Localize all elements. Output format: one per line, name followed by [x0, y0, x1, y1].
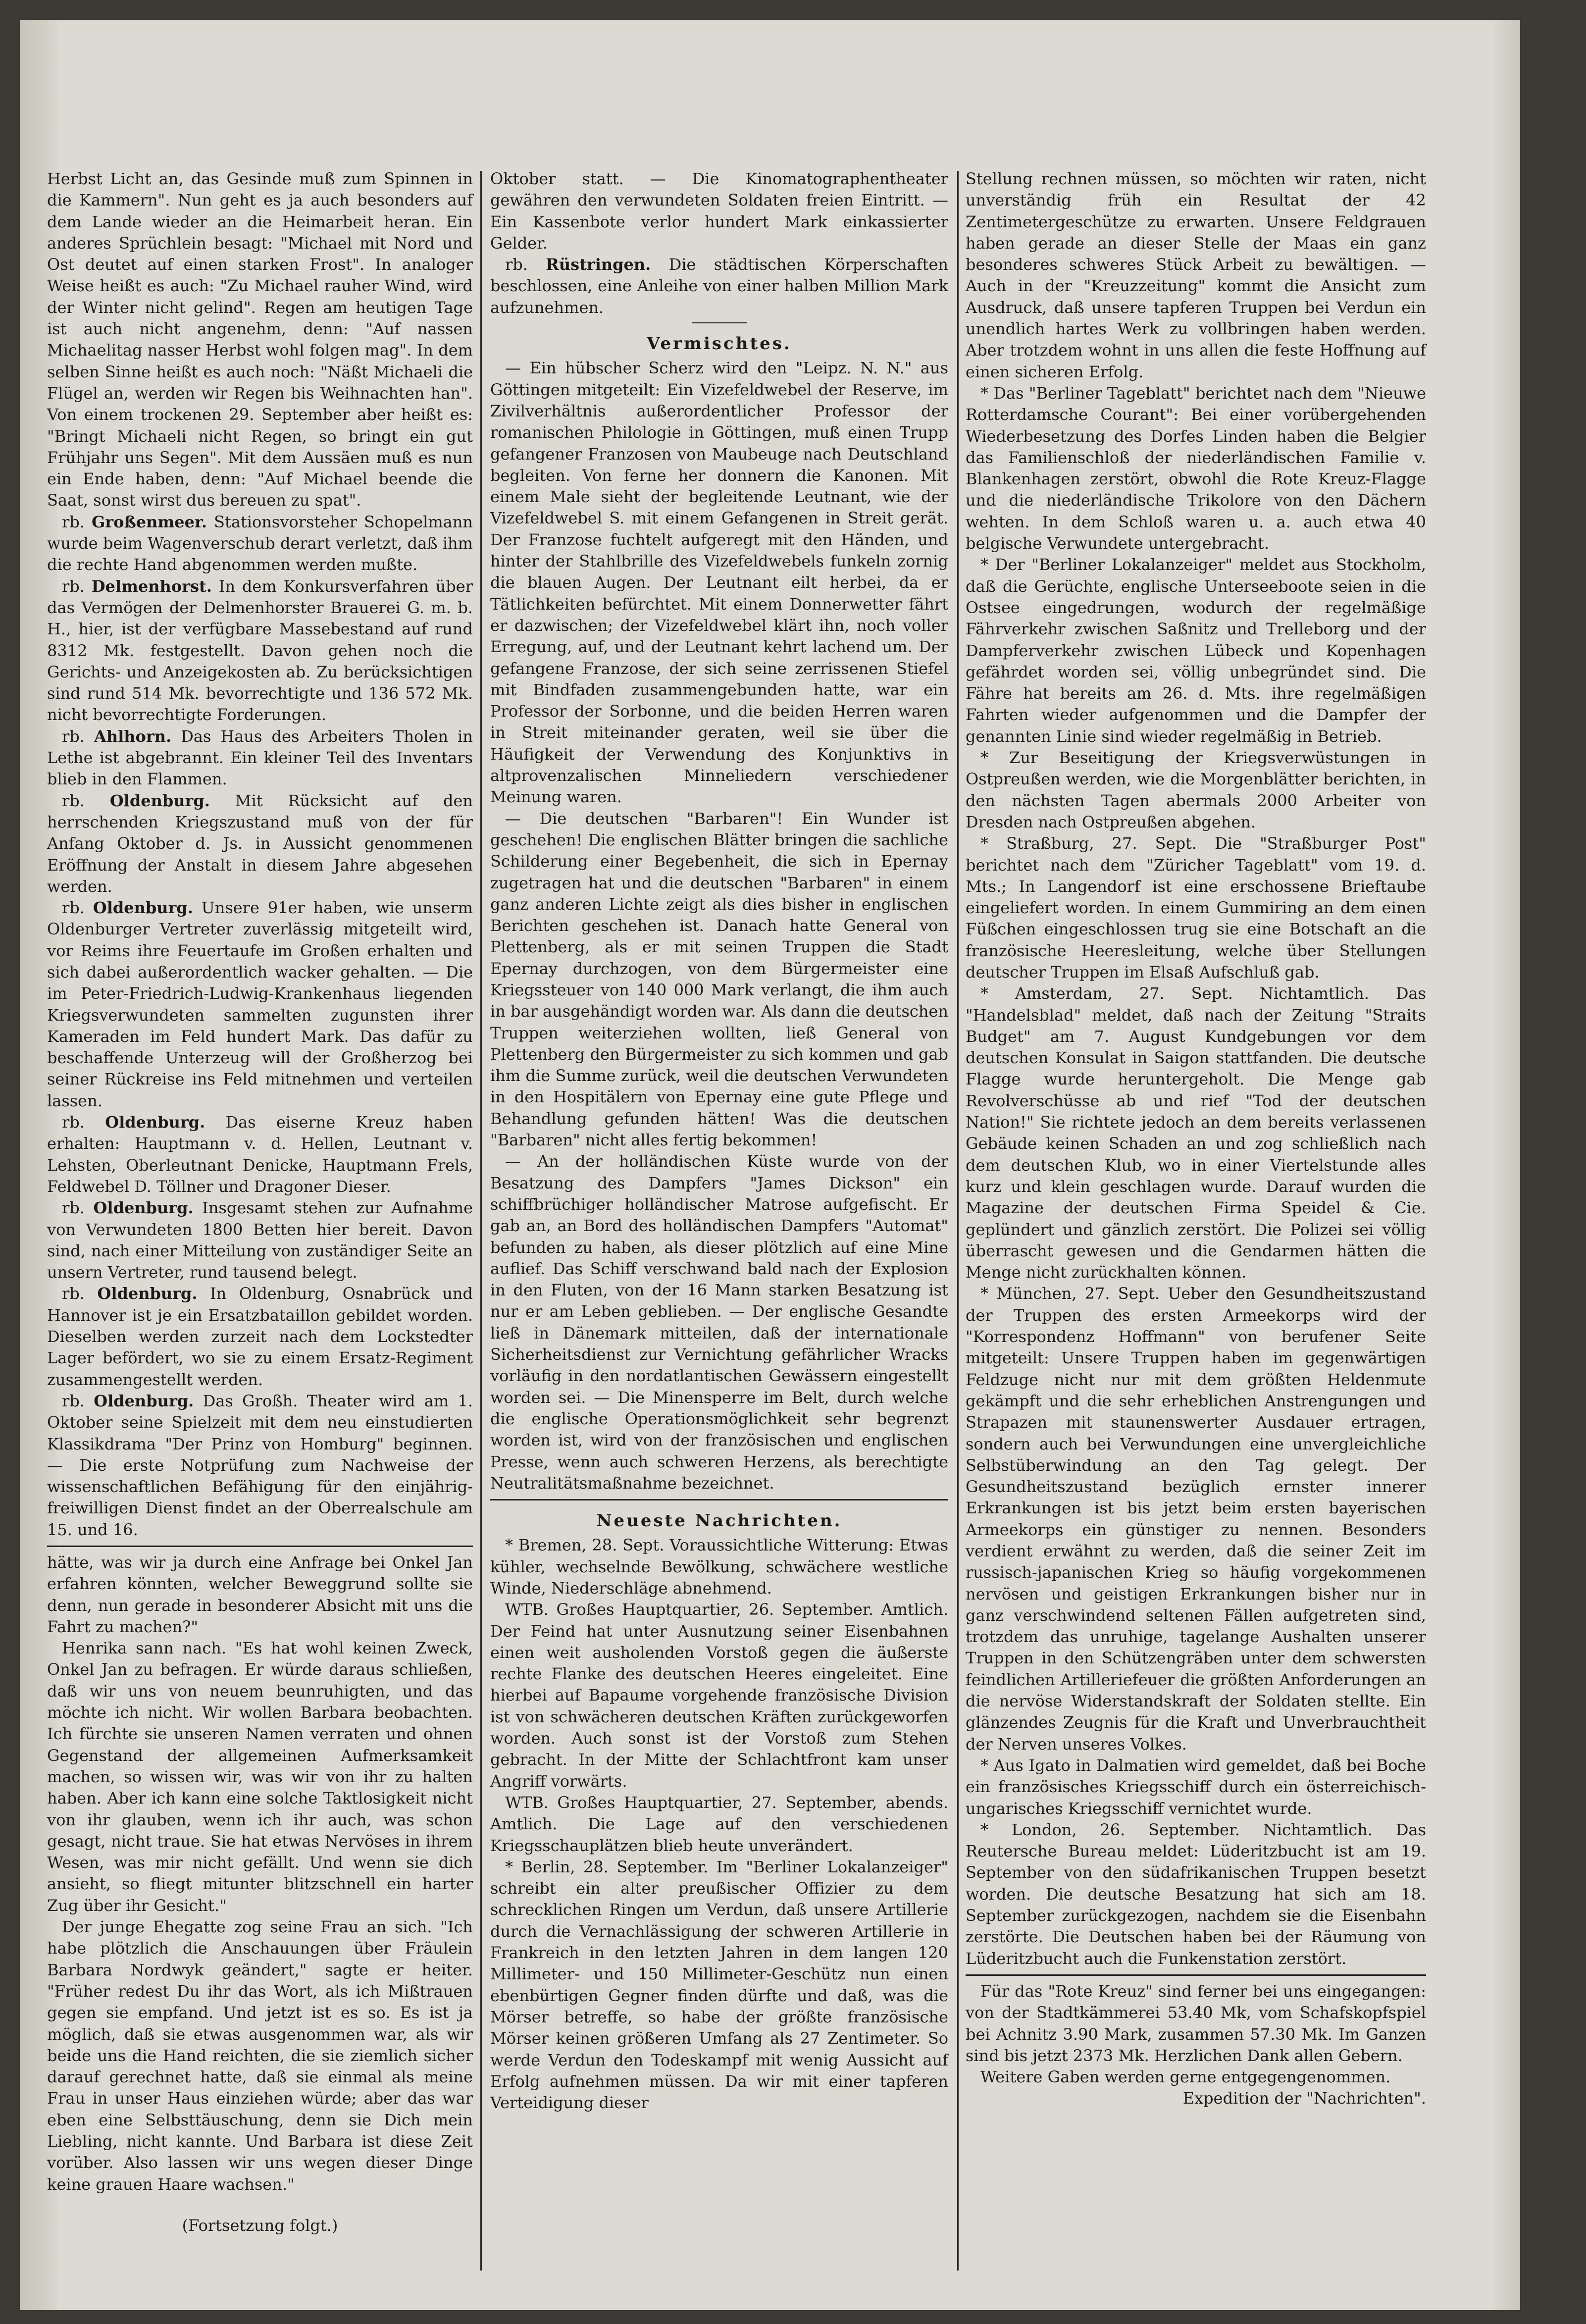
- serial-paragraph: Der junge Ehegatte zog seine Frau an sich. "Ich habe plötzlich die Anschauungen über Fräulein Barbara Nordwyk geändert," sagte er heiter. "Früher redest Du ihr das Wort, als ich Mißtrauen gegen sie empfand. Und jetzt ist es so. Es ist ja möglich, daß sie etwas ausgenommen war, als wir beide uns die Hand reichten, die sie ziemlich sicher darauf gerechnet hatte, daß sie einmal als meine Frau in unser Haus einziehen würde; aber das war eben eine Selbsttäuschung, denn sie Dich mein Liebling, nicht kannte. Und Barbara ist diese Zeit vorüber. Also lassen wir uns wegen dieser Dinge keine grauen Haare wachsen.": [47, 1917, 473, 2194]
- news-item: WTB. Großes Hauptquartier, 27. September, abends. Amtlich. Die Lage auf den verschiedenen Kriegsschauplätzen blieb heute unverändert.: [490, 1793, 948, 1855]
- news-item: * Der "Berliner Lokalanzeiger" meldet aus Stockholm, daß die Gerüchte, englische Unterseeboote seien in die Ostsee eingedrungen, wodurch der regelmäßige Fährverkehr zwischen Saßnitz und Trelleborg und der Dampferverkehr zwischen Lübeck und Kopenhagen gefährdet worden sei, völlig unbegründet sind. Die Fähre hat bereits am 26. d. Mts. ihre regelmäßigen Fahrten wieder aufgenommen und die Dampfer der genannten Linie sind wieder regelmäßig in Betrieb.: [966, 555, 1426, 746]
- news-item: rb. Rüstringen. Die städtischen Körperschaften beschlossen, eine Anleihe von einer halben Million Mark aufzunehmen.: [490, 255, 949, 317]
- place-name: Großenmeer.: [91, 512, 207, 531]
- misc-item: — Die deutschen "Barbaren"! Ein Wunder ist geschehen! Die englischen Blätter bringen die sachliche Schilderung einer Begebenheit, die sich in Epernay zugetragen hat und die deutschen "Barbaren" in einem ganz anderen Lichte zeigt als dies bisher in englischen Berichten geschehen ist. Danach hatte General von Plettenberg, als er mit seinen Truppen die Stadt Epernay durchzogen, von dem Bürgermeister eine Kriegssteuer von 140 000 Mark verlangt, die ihm auch in bar ausgehändigt worden war. Als dann die deutschen Truppen weiterziehen wollten, ließ General von Plettenberg den Bürgermeister zu sich kommen und gab ihm die Summe zurück, weil die deutschen Verwundeten in den Hospitälern von Epernay eine gute Pflege und Behandlung gefunden hätten! Was die deutschen "Barbaren" nicht alles fertig bekommen!: [490, 809, 948, 1150]
- newspaper-page: [20, 20, 1520, 2310]
- place-name: Oldenburg.: [105, 1113, 205, 1132]
- place-name: Oldenburg.: [109, 791, 210, 810]
- news-item: * Berlin, 28. September. Im "Berliner Lokalanzeiger" schreibt ein alter preußischer Offizier zu dem schrecklichen Ringen um Verdun, daß unsere Artillerie durch die Vernachlässigung der schweren Artillerie in Frankreich in den letzten Jahren in dem langen 120 Millimeter- und 150 Millimeter-Geschütz nun einen ebenbürtigen Gegner finden dürfte und daß, was die Mörser betreffe, so habe der größte französische Mörser keinen größeren Umfang als 27 Zentimeter. So werde Verdun den Todeskampf mit wenig Aussicht auf Erfolg aufnehmen müssen. Da wir mit einer tapferen Verteidigung dieser: [490, 1857, 948, 2113]
- misc-item: — Ein hübscher Scherz wird den "Leipz. N. N." aus Göttingen mitgeteilt: Ein Vizefeldwebel der Reserve, im Zivilverhältnis außerordentlicher Professor der romanischen Philologie in Göttingen, muß einen Trupp gefangener Franzosen von Maubeuge nach Deutschland begleiten. Von ferne her donnern die Kanonen. Mit einem Male sieht der begleitende Leutnant, wie der Vizefeldwebel S. mit einem Gefangenen in Streit gerät. Der Franzose fuchtelt aufgeregt mit den Händen, und hinter der Stahlbrille des Vizefeldwebels funkeln zornig die blauen Augen. Der Leutnant eilt herbei, da er Tätlichkeiten befürchtet. Mit einem Donnerwetter fährt er dazwischen; der Vizefeldwebel klärt ihn, noch voller Erregung, auf, und der Leutnant kehrt lachend um. Der gefangene Franzose, der sich seine zerrissenen Stiefel mit Bindfaden zusammengebunden hatte, war ein Professor der Sorbonne, und die beiden Herren waren in Streit miteinander geraten, weil sie über die Häufigkeit der Verwendung des Konjunktivs in altprovenzalischen Minneliedern verschiedener Meinung waren.: [490, 359, 948, 807]
- news-item: rb. Ahlhorn. Das Haus des Arbeiters Tholen in Lethe ist abgebrannt. Ein kleiner Teil des Inventars blieb in den Flammen.: [47, 726, 473, 789]
- news-item: rb. Delmenhorst. In dem Konkursverfahren über das Vermögen der Delmenhorster Brauerei G. m. b. H., hier, ist der verfügbare Massebestand auf rund 8312 Mk. festgestellt. Davon gehen noch die Gerichts- und Anzeigekosten ab. Zu berücksichtigen sind rund 514 Mk. bevorrechtigte und 136 572 Mk. nicht bevorrechtigte Forderungen.: [47, 576, 473, 724]
- place-name: Oldenburg.: [94, 1391, 194, 1410]
- column-2: [490, 168, 948, 2114]
- news-item: rb. Oldenburg. Insgesamt stehen zur Aufnahme von Verwundeten 1800 Betten hier bereit. Davon sind, nach einer Mitteilung von zuständiger Seite an unsern Vertreter, rund tausend belegt.: [47, 1198, 473, 1282]
- news-text: In dem Konkursverfahren über das Vermögen der Delmenhorster Brauerei G. m. b. H., hier, ist der verfügbare Massebestand auf rund 8312 Mk. festgestellt. Davon gehen noch die Gerichts- und Anzeigekosten ab. Zu berücksichtigen sind rund 514 Mk. bevorrechtigte und 136 572 Mk. nicht bevorrechtigte Forderungen.: [47, 576, 473, 724]
- place-name: Oldenburg.: [93, 898, 193, 918]
- news-item: rb. Oldenburg. Das eiserne Kreuz haben erhalten: Hauptmann v. d. Hellen, Leutnant v. Lehsten, Oberleutnant Denicke, Hauptmann Frels, Feldwebel D. Töllner und Dragoner Dieser.: [47, 1113, 473, 1196]
- news-item: rb. Oldenburg. Unsere 91er haben, wie unserm Oldenburger Vertreter zuverlässig mitgeteilt wird, vor Reims ihre Feuertaufe im Großen erhalten und sich dabei außerordentlich wacker gehalten. — Die im Peter-Friedrich-Ludwig-Krankenhaus liegenden Kriegsverwundeten sammelten zugunsten ihrer Kameraden im Feld hundert Mark. Das dafür zu beschaffende Unterzeug will der Großherzog bei seiner Rückreise ins Feld mitnehmen und verteilen lassen.: [47, 898, 473, 1110]
- column-divider: [957, 171, 959, 2271]
- news-item: * Aus Igato in Dalmatien wird gemeldet, daß bei Boche ein französisches Kriegsschiff durch ein österreichisch-ungarisches Kriegsschiff vernichtet wurde.: [966, 1756, 1426, 1818]
- news-text: Das Großh. Theater wird am 1. Oktober seine Spielzeit mit dem neu einstudierten Klassikdrama "Der Prinz von Homburg" beginnen. — Die erste Notprüfung zum Nachweise der wissenschaftlichen Befähigung für den einjährig-freiwilligen Dienst findet an der Oberrealschule am 15. und 16.: [47, 1391, 473, 1539]
- article-paragraph: Herbst Licht an, das Gesinde muß zum Spinnen in die Kammern". Nun geht es ja auch besonders auf dem Lande wieder an die Heimarbeit heran. Ein anderes Sprüchlein besagt: "Michael mit Nord und Ost deutet auf einen starken Frost". In analoger Weise heißt es auch: "Zu Michael rauher Wind, wird der Winter nicht gelind". Regen am heutigen Tage ist auch nicht angenehm, denn: "Auf nassen Michaelitag nasser Herbst wohl folgen mag". In dem selben Sinne heißt es auch noch: "Näßt Michaeli die Flügel an, werden wir Regen bis Weihnachten han". Von einem trockenen 29. September aber heißt es: "Bringt Michaeli nicht Regen, so bringt ein gut Frühjahr uns Segen". Mit dem Aussäen muß es nun ein Ende haben, denn: "Auf Michael beende die Saat, sonst wirst dus bereuen zu spat".: [47, 169, 473, 510]
- news-item: rb. Oldenburg. In Oldenburg, Osnabrück und Hannover ist je ein Ersatzbataillon gebildet worden. Dieselben werden zurzeit nach dem Lockstedter Lager befördert, wo sie zu einem Ersatz-Regiment zusammengestellt werden.: [47, 1284, 473, 1389]
- section-heading: Vermischtes.: [647, 334, 792, 354]
- news-item: * München, 27. Sept. Ueber den Gesundheitszustand der Truppen des ersten Armeekorps wird der "Korrespondenz Hoffmann" von berufener Seite mitgeteilt: Unsere Truppen haben im gegenwärtigen Feldzuge nicht nur mit dem größten Heldenmute gekämpft und die sehr erheblichen Anstrengungen und Strapazen mit staunenswerter Ausdauer ertragen, sondern auch bei Verwundungen eine unvergleichliche Selbstüberwindung an den Tag gelegt. Der Gesundheitszustand bezüglich ernster innerer Erkrankungen ist bis jetzt beim ersten bayerischen Armeekorps ein günstiger zu nennen. Besonders verdient erwähnt zu werden, daß die seiner Zeit im russisch-japanischen Krieg so häufig vorgekommenen nervösen und geistigen Erkrankungen bisher nur in ganz verschwindend seltenen Fällen aufgetreten sind, trotzdem das unruhige, tagelange Aushalten unserer Truppen in den Schützengräben unter dem schwersten feindlichen Artilleriefeuer die größten Anforderungen an die nervöse Widerstandskraft der Soldaten stellte. Ein glänzendes Zeugnis für die Kraft und Unverbrauchtheit der Nerven unseres Volkes.: [966, 1284, 1426, 1754]
- news-text: Insgesamt stehen zur Aufnahme von Verwundeten 1800 Betten hier bereit. Davon sind, nach einer Mitteilung von zuständiger Seite an unsern Vertreter, rund tausend belegt.: [47, 1198, 473, 1282]
- section-divider: [966, 1974, 1426, 1976]
- place-name: Oldenburg.: [93, 1198, 194, 1218]
- news-item: rb. Großenmeer. Stationsvorsteher Schopelmann wurde beim Wagenverschub derart verletzt, daß ihm die rechte Hand abgenommen werden mußte.: [47, 512, 473, 574]
- news-text: Oktober statt. — Die Kinomatographentheater gewähren den verwundeten Soldaten freien Eintritt. — Ein Kassenbote verlor hundert Mark einkassierter Gelder.: [490, 169, 948, 253]
- news-text: Die städtischen Körperschaften beschlossen, eine Anleihe von einer halben Million Mark aufzunehmen.: [490, 255, 949, 317]
- place-name: Oldenburg.: [97, 1284, 198, 1303]
- news-text: Stellung rechnen müssen, so möchten wir raten, nicht unverständig früh ein Resultat der 42 Zentimetergeschütze zu erwarten. Unsere Feldgrauen haben gerade an dieser Stelle der Maas ein ganz besonderes schweres Stück Arbeit zu bewältigen. — Auch in der "Kreuzzeitung" kommt die Ansicht zum Ausdruck, daß unsere tapferen Truppen bei Verdun ein unendlich hartes Werk zu vollbringen haben werden. Aber trotzdem wohnt in uns allen die feste Hoffnung auf einen sicheren Erfolg.: [966, 169, 1426, 381]
- page-edge: [1490, 20, 1520, 2310]
- news-item: * Das "Berliner Tageblatt" berichtet nach dem "Nieuwe Rotterdamsche Courant": Bei einer vorübergehenden Wiederbesetzung des Dorfes Linden haben die Belgier das Familienschloß der niederländischen Familie v. Blankenhagen zerstört, obwohl die Rote Kreuz-Flagge und die niederländische Trikolore von den Dächern wehten. In dem Schloß waren u. a. auch etwa 40 belgische Verwundete untergebracht.: [966, 383, 1426, 553]
- news-text: Das eiserne Kreuz haben erhalten: Hauptmann v. d. Hellen, Leutnant v. Lehsten, Oberleutnant Denicke, Hauptmann Frels, Feldwebel D. Töllner und Dragoner Dieser.: [47, 1113, 473, 1196]
- news-item: * London, 26. September. Nichtamtlich. Das Reutersche Bureau meldet: Lüderitzbucht ist am 19. September von den südafrikanischen Truppen besetzt worden. Die deutsche Besatzung hat sich am 18. September zurückgezogen, nachdem sie die Eisenbahn zerstörte. Die Deutschen haben bei der Räumung von Lüderitzbucht auch die Funkenstation zerstört.: [966, 1820, 1426, 1968]
- section-divider: [47, 1546, 473, 1547]
- serial-paragraph: Henrika sann nach. "Es hat wohl keinen Zweck, Onkel Jan zu befragen. Er würde daraus schließen, daß wir uns von neuem beunruhigten, und das möchte ich nicht. Wir wollen Barbara beobachten. Ich fürchte sie unseren Namen verraten und ohnen Gegenstand der allgemeinen Aufmerksamkeit machen, so wissen wir, was wir von ihr zu halten haben. Aber ich kann eine solche Taktlosigkeit nicht von ihr glauben, wenn ich ihr auch, was schon gesagt, nicht traue. Sie hat etwas Nervöses in ihrem Wesen, was mir nicht gefällt. Und wenn sie dich ansieht, so fliegt mitunter blitzschnell ein harter Zug über ihr Gesicht.": [47, 1639, 473, 1915]
- news-text: Stationsvorsteher Schopelmann wurde beim Wagenverschub derart verletzt, daß ihm die rechte Hand abgenommen werden mußte.: [47, 512, 473, 574]
- news-item: rb. Oldenburg. Das Großh. Theater wird am 1. Oktober seine Spielzeit mit dem neu einstudierten Klassikdrama "Der Prinz von Homburg" beginnen. — Die erste Notprüfung zum Nachweise der wissenschaftlichen Befähigung für den einjährig-freiwilligen Dienst findet an der Oberrealschule am 15. und 16.: [47, 1391, 473, 1539]
- donation-notice: Für das "Rote Kreuz" sind ferner bei uns eingegangen: von der Stadtkämmerei 53.40 Mk, vom Schafskopfspiel bei Achnitz 3.90 Mark, zusammen 57.30 Mk. Im Ganzen sind bis jetzt 2373 Mk. Herzlichen Dank allen Gebern.: [966, 1981, 1426, 2065]
- news-text: Das Haus des Arbeiters Tholen in Lethe ist abgebrannt. Ein kleiner Teil des Inventars blieb in den Flammen.: [47, 726, 473, 789]
- column-1: [47, 168, 473, 2236]
- section-heading: Neueste Nachrichten.: [596, 1511, 842, 1531]
- column-3: [966, 168, 1426, 2110]
- news-text: Unsere 91er haben, wie unserm Oldenburger Vertreter zuverlässig mitgeteilt wird, vor Reims ihre Feuertaufe im Großen erhalten und sich dabei außerordentlich wacker gehalten. — Die im Peter-Friedrich-Ludwig-Krankenhaus liegenden Kriegsverwundeten sammelten zugunsten ihrer Kameraden im Feld hundert Mark. Das dafür zu beschaffende Unterzeug will der Großherzog bei seiner Rückreise ins Feld mitnehmen und verteilen lassen.: [47, 898, 473, 1110]
- short-divider: [692, 322, 747, 323]
- news-item: * Bremen, 28. Sept. Voraussichtliche Witterung: Etwas kühler, wechselnde Bewölkung, schwächere westliche Winde, Niederschläge abnehmend.: [490, 1536, 948, 1598]
- news-item: * Straßburg, 27. Sept. Die "Straßburger Post" berichtet nach dem "Züricher Tageblatt" vom 19. d. Mts.; In Langendorf ist eine erschossene Brieftaube eingeliefert worden. In einem Gummiring an dem einen Füßchen eingeschlossen trug sie eine Botschaft an die französische Heeresleitung, welche über Stellungen deutscher Truppen im Elsaß Aufschluß gab.: [966, 834, 1426, 981]
- misc-item: — An der holländischen Küste wurde von der Besatzung des Dampfers "James Dickson" ein schiffbrüchiger holländischer Matrose aufgefischt. Er gab an, an Bord des holländischen Dampfers "Automat" befunden zu haben, als dieser plötzlich auf eine Mine auflief. Das Schiff verschwand bald nach der Explosion in den Fluten, von der 16 Mann starken Besatzung ist nur er am Leben geblieben. — Der englische Gesandte ließ in Dänemark mitteilen, daß der internationale Sicherheitsdienst zur Vernichtung gefährlicher Wracks vorläufig in den nordatlantischen Gewässern eingestellt worden sei. — Die Minensperre im Belt, durch welche die englische Operationsmöglichkeit sehr begrenzt worden ist, wird von der französischen und englischen Presse, wenn auch schweren Herzens, als berechtigte Neutralitätsmaßnahme bezeichnet.: [490, 1152, 948, 1493]
- column-divider: [480, 171, 482, 2271]
- continuation-note: (Fortsetzung folgt.): [182, 2216, 338, 2235]
- place-name: Ahlhorn.: [94, 726, 172, 746]
- place-name: Delmenhorst.: [91, 576, 212, 596]
- news-item: * Amsterdam, 27. Sept. Nichtamtlich. Das "Handelsblad" meldet, daß nach der Zeitung "Straits Budget" am 7. August Kundgebungen vor dem deutschen Konsulat in Saigon stattfanden. Die deutsche Flagge wurde heruntergeholt. Die Menge gab Revolverschüsse ab und rief "Tod der deutschen Nation!" Sie richtete jedoch an dem bereits verlassenen Gebäude keinen Schaden an und zog schließlich nach dem deutschen Klub, wo in einer Viertelstunde alles kurz und klein geschlagen wurde. Darauf wurden die Magazine der deutschen Firma Speidel & Cie. geplündert und gänzlich zerstört. Die Polizei sei völlig überrascht gewesen und die Gendarmen hätten die Menge nicht zurückhalten können.: [966, 984, 1426, 1282]
- serial-paragraph: hätte, was wir ja durch eine Anfrage bei Onkel Jan erfahren könnten, welcher Beweggrund sollte sie denn, nun gerade in besonderer Absicht mit uns die Fahrt zu machen?": [47, 1553, 473, 1636]
- section-divider: [490, 1499, 948, 1500]
- place-name: Rüstringen.: [546, 255, 651, 274]
- donation-notice: Weitere Gaben werden gerne entgegengenommen.: [980, 2067, 1391, 2087]
- news-item: * Zur Beseitigung der Kriegsverwüstungen in Ostpreußen werden, wie die Morgenblätter berichten, in den nächsten Tagen abermals 2000 Arbeiter von Dresden nach Ostpreußen abgehen.: [966, 748, 1426, 831]
- news-item: rb. Oldenburg. Mit Rücksicht auf den herrschenden Kriegszustand muß von der für Anfang Oktober d. Js. in Aussicht genommenen Eröffnung der Anstalt in diesem Jahre abgesehen werden.: [47, 791, 473, 896]
- news-item: WTB. Großes Hauptquartier, 26. September. Amtlich. Der Feind hat unter Ausnutzung seiner Eisenbahnen einen weit ausholenden Vorstoß gegen die äußerste rechte Flanke des deutschen Heeres eingeleitet. Eine hierbei auf Bapaume vorgehende französische Division ist von schwächeren deutschen Kräften zurückgeworfen worden. Auch sonst ist der Vorstoß zum Stehen gebracht. In der Mitte der Schlachtfront kam unser Angriff vorwärts.: [490, 1600, 948, 1791]
- news-text: Mit Rücksicht auf den herrschenden Kriegszustand muß von der für Anfang Oktober d. Js. in Aussicht genommenen Eröffnung der Anstalt in diesem Jahre abgesehen werden.: [47, 791, 473, 896]
- news-text: In Oldenburg, Osnabrück und Hannover ist je ein Ersatzbataillon gebildet worden. Dieselben werden zurzeit nach dem Lockstedter Lager befördert, wo sie zu einem Ersatz-Regiment zusammengestellt werden.: [47, 1284, 473, 1389]
- signature: Expedition der "Nachrichten".: [1182, 2089, 1426, 2108]
